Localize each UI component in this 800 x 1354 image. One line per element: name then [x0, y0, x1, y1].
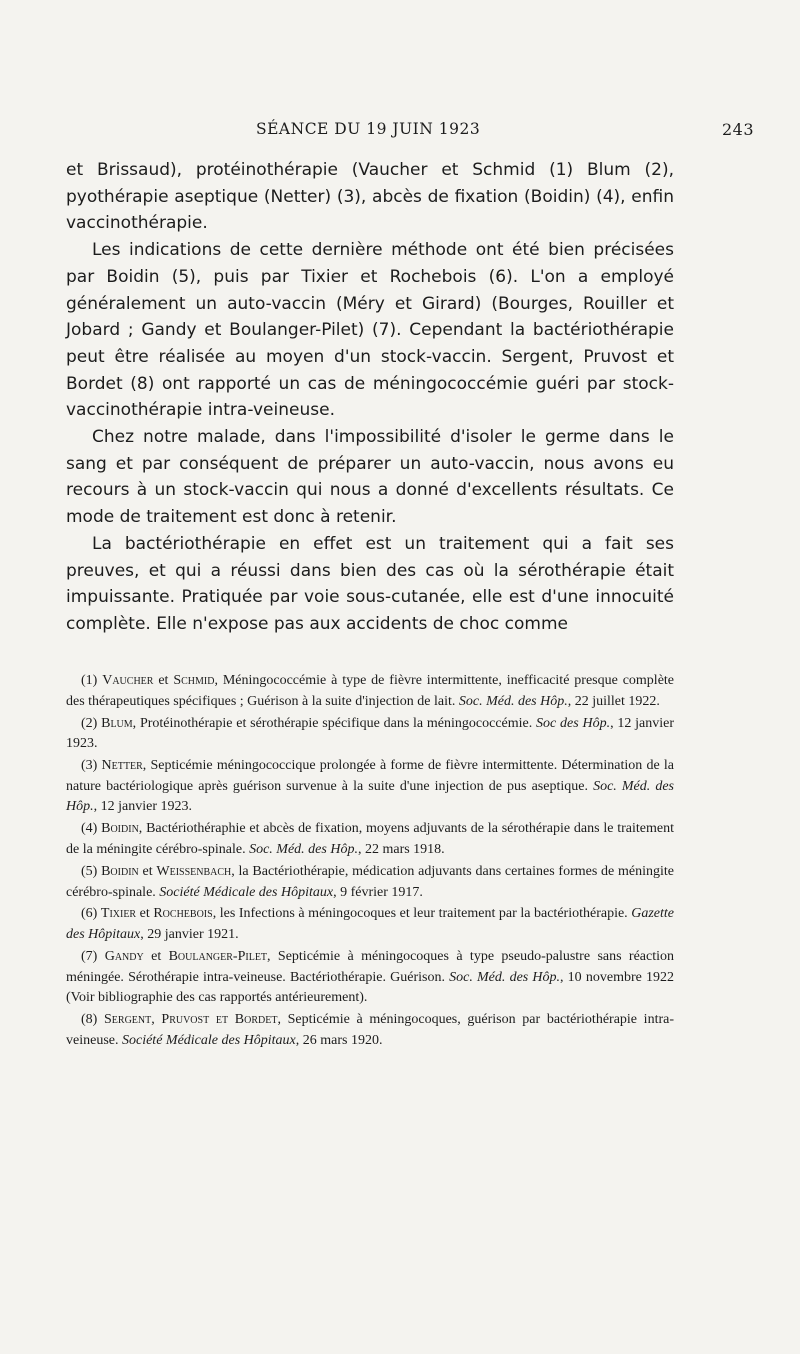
- header-seance: SÉANCE DU: [256, 120, 361, 138]
- footnote: [66, 756, 674, 818]
- footnote-text: , la Bactériothérapie, médication adjuvants dans certaines formes de méningite cérébro-spinale.: [66, 863, 675, 900]
- footnote-number: (1): [81, 673, 98, 688]
- footnote-author2: Boulanger-Pilet: [168, 949, 268, 965]
- footnote-date: , 9 février 1917.: [333, 884, 423, 900]
- footnote-author: Boidin: [101, 821, 139, 837]
- footnote-author: Tixier: [100, 906, 137, 922]
- paragraph-2: Les indications de cette dernière méthode ont été bien précisées par Boidin (5), puis par Tixier et Rochebois (6). L'on a employé généralement un auto-vaccin (Méry et Girard) (Bourges, Rouiller et Jobard ; Gandy et Boulanger-Pilet) (7). Cependant la bactériothérapie peut être réalisée au moyen d'un stock-vaccin. Sergent, Pruvost et Bordet (8) ont rapporté un cas de méningococcémie guéri par stock-vaccinothérapie intra-veineuse.: [66, 240, 674, 421]
- header-month: JUIN: [392, 120, 434, 138]
- footnote-text: , Septicémie à méningocoques à type pseudo-palustre sans réaction méningée. Sérothérapie intra-veineuse. Bactériothérapie. Guérison.: [66, 949, 675, 985]
- footnote-sep: et: [143, 949, 169, 965]
- header-year: 1923: [438, 120, 481, 138]
- footnote: [66, 714, 674, 755]
- paragraph-3: Chez notre malade, dans l'impossibilité d'isoler le germe dans le sang et par conséquent de préparer un auto-vaccin, nous avons eu recours à un stock-vaccin qui nous a donné d'excellents résultats. Ce mode de traitement est donc à retenir.: [66, 427, 674, 528]
- footnote-journal: Soc. Méd. des Hôp.: [66, 778, 674, 815]
- footnote-date: , 22 juillet 1922.: [567, 693, 660, 709]
- footnote-number: (7): [81, 949, 98, 965]
- footnotes: [66, 671, 674, 1053]
- footnote-date: , 22 mars 1918.: [357, 841, 445, 857]
- footnote-sep: et: [153, 673, 174, 688]
- footnote-author2: Pruvost et Bordet: [161, 1012, 278, 1028]
- footnote-number: (4): [81, 821, 98, 837]
- footnote-date: , 12 janvier 1923.: [66, 715, 674, 752]
- footnote-journal: Soc des Hôp.: [536, 715, 611, 731]
- footnote-number: (8): [81, 1012, 98, 1028]
- footnote-date: , 29 janvier 1921.: [140, 927, 239, 943]
- footnote-author2: Weissenbach: [156, 863, 232, 879]
- footnote-text: , les Infections à méningocoques et leur traitement par la bactériothérapie.: [212, 906, 632, 922]
- footnote-author2: Schmid: [173, 673, 215, 688]
- footnote-journal: Soc. Méd. des Hôp.: [249, 841, 358, 857]
- footnote: [66, 819, 674, 860]
- body-text: [66, 157, 674, 638]
- footnote-journal: Soc. Méd. des Hôp.: [449, 969, 561, 985]
- footnote: [66, 947, 674, 1009]
- footnote-date: , 26 mars 1920.: [295, 1032, 383, 1048]
- footnote-author: Gandy: [104, 949, 144, 965]
- footnote-text: , Septicémie méningococcique prolongée à forme de fièvre intermittente. Détermination de la nature bactériologique après guérison survenue à la suite d'une injection de pus aseptique.: [66, 758, 674, 794]
- header-day: 19: [366, 120, 387, 138]
- footnote-journal: Soc. Méd. des Hôp.: [458, 693, 568, 709]
- footnote-text: , Septicémie à méningocoques, guérison par bactériothérapie intra-veineuse.: [66, 1012, 674, 1048]
- footnote-sep: ,: [151, 1012, 162, 1028]
- footnote: [66, 671, 674, 712]
- footnote-number: (5): [81, 863, 98, 879]
- footnote-author: Vaucher: [102, 673, 154, 688]
- footnote: [66, 862, 674, 903]
- footnote-number: (6): [81, 906, 98, 922]
- footnote-author2: Rochebois: [153, 906, 213, 922]
- header-title: [256, 120, 480, 138]
- footnote-journal: Société Médicale des Hôpitaux: [121, 1032, 296, 1048]
- page-number: 243: [721, 120, 754, 139]
- footnote-text: , Méningococcémie à type de fièvre intermittente, inefficacité presque complète des thérapeutiques spécifiques ; Guérison à la suite d'injection de lait.: [66, 673, 675, 709]
- footnote-sep: et: [138, 863, 157, 879]
- footnote-author: Blum: [101, 715, 133, 731]
- footnote-sep: et: [136, 906, 154, 922]
- footnote-journal: Société Médicale des Hôpitaux: [159, 884, 334, 900]
- footnote-date: , 10 novembre 1922 (Voir bibliographie des cas rapportés antérieurement).: [66, 969, 674, 1006]
- paragraph-4: La bactériothérapie en effet est un traitement qui a fait ses preuves, et qui a réussi dans bien des cas où la sérothérapie était impuissante. Pratiquée par voie sous-cutanée, elle est d'une innocuité complète. Elle n'expose pas aux accidents de choc comme: [66, 533, 674, 634]
- footnote-author: Netter: [101, 758, 143, 774]
- footnote-author: Boidin: [101, 863, 139, 879]
- paragraph-1: et Brissaud), protéinothérapie (Vaucher et Schmid (1) Blum (2), pyothérapie aseptique (Netter) (3), abcès de fixation (Boidin) (4), enfin vaccinothérapie.: [66, 160, 674, 234]
- footnote-date: , 12 janvier 1923.: [93, 799, 192, 815]
- footnote: [66, 1010, 674, 1051]
- footnote-number: (3): [81, 758, 98, 774]
- footnote-number: (2): [81, 715, 98, 731]
- footnote: [66, 904, 674, 945]
- footnote-author: Sergent: [104, 1012, 152, 1028]
- footnote-journal: Gazette des Hôpitaux: [66, 906, 674, 943]
- footnote-text: , Protéinothérapie et sérothérapie spécifique dans la méningococcémie.: [132, 715, 537, 731]
- footnote-text: , Bactériothéraphie et abcès de fixation, moyens adjuvants de la sérothérapie dans le traitement de la méningite cérébro-spinale.: [66, 821, 675, 857]
